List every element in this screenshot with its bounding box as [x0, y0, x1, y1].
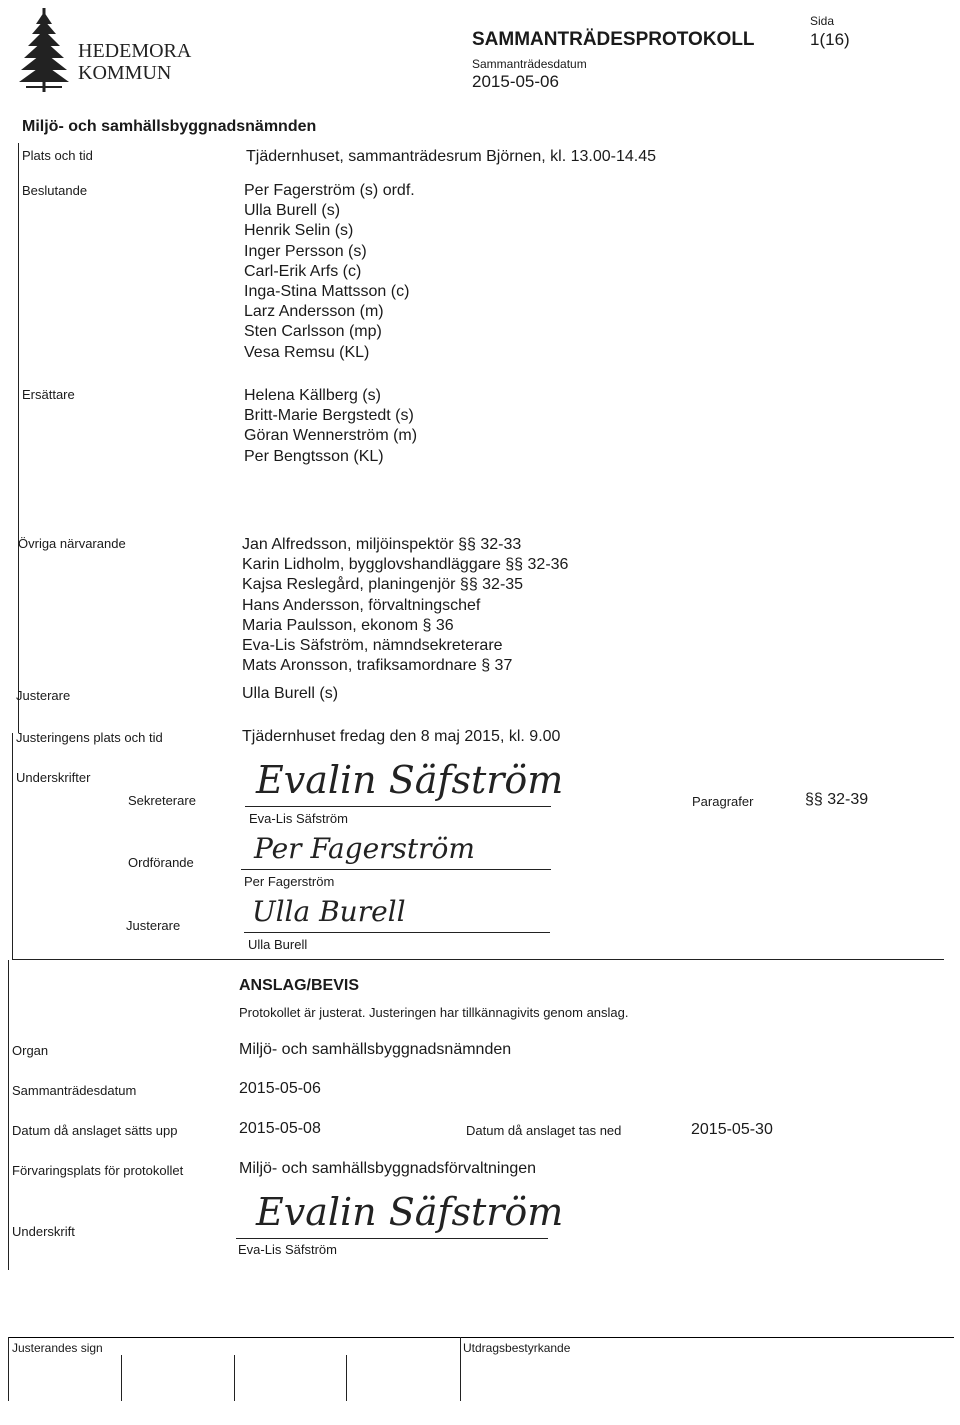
adjust-place-value: Tjädernhuset fredag den 8 maj 2015, kl. 9.00 — [242, 728, 561, 745]
substitutes-list — [244, 386, 417, 467]
adjusters-sign-label: Justerandes sign — [12, 1341, 103, 1355]
notice-signature: Evalin Säfström — [256, 1190, 564, 1234]
notice-title: ANSLAG/BEVIS — [239, 977, 360, 994]
removed-date-value: 2015-05-30 — [691, 1121, 773, 1138]
paragraphs-label: Paragrafer — [692, 794, 754, 809]
adjust-place-label: Justeringens plats och tid — [16, 730, 163, 745]
sign-box-divider — [121, 1355, 122, 1401]
notice-divider — [12, 959, 944, 960]
others-list — [242, 535, 568, 676]
meeting-date-value-2: 2015-05-06 — [239, 1080, 321, 1097]
signatures-label: Underskrifter — [16, 770, 91, 785]
member: Inga-Stina Mattsson (c) — [244, 282, 410, 300]
member: Henrik Selin (s) — [244, 222, 354, 240]
paragraphs-value: §§ 32-39 — [805, 791, 869, 808]
secretary-name: Eva-Lis Säfström — [249, 811, 348, 826]
attendee: Kajsa Reslegård, planingenjör §§ 32-35 — [242, 576, 524, 594]
place-value: Tjädernhuset, sammanträdesrum Björnen, kl. 13.00-14.45 — [246, 148, 656, 165]
organ-value: Miljö- och samhällsbyggnadsnämnden — [239, 1041, 512, 1058]
footer-left-edge — [8, 1337, 9, 1401]
sign-box-divider — [234, 1355, 235, 1401]
member: Per Fagerström (s) ordf. — [244, 182, 415, 199]
meeting-date: 2015-05-06 — [472, 72, 559, 91]
storage-value: Miljö- och samhällsbyggnadsförvaltningen — [239, 1160, 537, 1177]
adjuster-sign-line — [244, 932, 550, 933]
chair-sign-line — [241, 869, 551, 870]
board-name: Miljö- och samhällsbyggnadsnämnden — [22, 118, 317, 135]
organ-label: Organ — [12, 1043, 49, 1058]
posted-date-value: 2015-05-08 — [239, 1120, 321, 1137]
secretary-label: Sekreterare — [128, 793, 196, 808]
others-label: Övriga närvarande — [18, 536, 126, 551]
left-border-bottom — [8, 960, 9, 1270]
member: Sten Carlsson (mp) — [244, 323, 382, 341]
left-border-top — [18, 143, 19, 733]
notice-subtitle: Protokollet är justerat. Justeringen har tillkännagivits genom anslag. — [239, 1005, 629, 1020]
footer-divider — [460, 1337, 461, 1401]
place-label: Plats och tid — [22, 148, 93, 163]
page-label: Sida — [810, 14, 835, 28]
left-border-mid — [12, 733, 13, 960]
notice-sign-line — [236, 1238, 548, 1239]
substitutes-label: Ersättare — [22, 387, 75, 402]
adjuster-sign-label: Justerare — [126, 918, 181, 933]
substitute: Helena Källberg (s) — [244, 387, 381, 404]
member: Vesa Remsu (KL) — [244, 343, 370, 361]
attendee: Mats Aronsson, trafiksamordnare § 37 — [242, 657, 513, 675]
substitute: Per Bengtsson (KL) — [244, 447, 384, 465]
chair-label: Ordförande — [128, 855, 194, 870]
notice-signer-name: Eva-Lis Säfström — [238, 1242, 337, 1257]
tree-emblem-icon — [18, 6, 70, 94]
signature-label: Underskrift — [12, 1224, 75, 1239]
extract-label: Utdragsbestyrkande — [463, 1341, 571, 1355]
substitute: Göran Wennerström (m) — [244, 427, 418, 445]
member: Inger Persson (s) — [244, 242, 367, 260]
sign-box-divider — [346, 1355, 347, 1401]
page-number: 1(16) — [810, 30, 850, 49]
member: Carl-Erik Arfs (c) — [244, 262, 362, 280]
meeting-date-label: Sammanträdesdatum — [472, 57, 587, 71]
secretary-signature: Evalin Säfström — [256, 758, 564, 802]
removed-date-label: Datum då anslaget tas ned — [466, 1123, 622, 1138]
municipality-logo — [18, 6, 192, 98]
attendee: Jan Alfredsson, miljöinspektör §§ 32-33 — [242, 536, 522, 553]
org-name-line1: HEDEMORA — [78, 40, 192, 62]
member: Ulla Burell (s) — [244, 202, 341, 220]
meeting-date-label-2: Sammanträdesdatum — [12, 1083, 137, 1098]
attendee: Hans Andersson, förvaltningschef — [242, 596, 481, 614]
attendee: Karin Lidholm, bygglovshandläggare §§ 32-36 — [242, 556, 569, 574]
adjuster-name: Ulla Burell — [248, 937, 308, 952]
attendee: Maria Paulsson, ekonom § 36 — [242, 616, 454, 634]
org-name-line2: KOMMUN — [78, 62, 172, 84]
substitute: Britt-Marie Bergstedt (s) — [244, 407, 414, 425]
chair-name: Per Fagerström — [244, 874, 335, 889]
attendee: Eva-Lis Säfström, nämndsekreterare — [242, 636, 503, 654]
storage-label: Förvaringsplats för protokollet — [12, 1163, 184, 1178]
chair-signature: Per Fagerström — [254, 832, 475, 865]
member: Larz Andersson (m) — [244, 303, 384, 321]
posted-date-label: Datum då anslaget sätts upp — [12, 1123, 178, 1138]
document-title: SAMMANTRÄDESPROTOKOLL — [472, 29, 755, 50]
decision-label: Beslutande — [22, 183, 88, 198]
adjuster-signature: Ulla Burell — [252, 895, 406, 928]
secretary-sign-line — [245, 806, 551, 807]
adjuster-label: Justerare — [16, 688, 71, 703]
decision-makers-list — [244, 181, 415, 363]
footer-top-line — [8, 1337, 954, 1338]
adjuster-value: Ulla Burell (s) — [242, 685, 339, 702]
